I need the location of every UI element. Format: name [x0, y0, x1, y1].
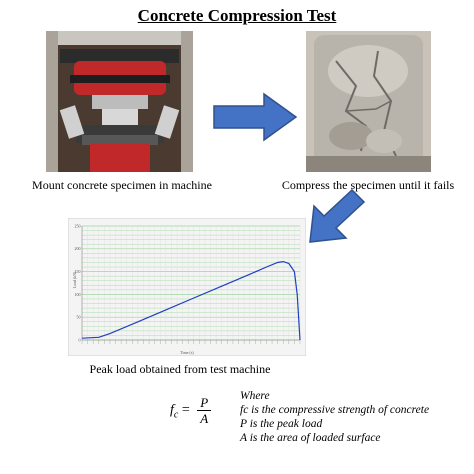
formula-numerator: P — [197, 395, 211, 411]
y-tick-label: 50 — [76, 314, 81, 320]
definition-where: Where — [240, 390, 270, 402]
formula-equals: = — [181, 402, 190, 418]
down-left-arrow-icon — [304, 188, 366, 244]
x-axis-label: Time (s) — [180, 350, 194, 355]
y-tick-label: 250 — [74, 223, 81, 229]
y-tick-label: 100 — [74, 291, 81, 297]
definitions-list — [240, 389, 429, 445]
formula-lhs: f — [170, 402, 174, 418]
failed-specimen-photo — [306, 31, 431, 172]
y-tick-label: 150 — [74, 269, 81, 274]
y-axis-label: Load (kN) — [72, 271, 77, 289]
machine-photo — [46, 31, 193, 172]
definition-fc: fc is the compressive strength of concrete — [240, 404, 430, 416]
right-arrow-icon — [212, 92, 298, 142]
formula-lhs-subscript: c — [173, 409, 179, 421]
formula-fraction — [197, 395, 211, 426]
definition-p: P is the peak load — [240, 418, 323, 430]
caption-mount-specimen: Mount concrete specimen in machine — [32, 178, 212, 192]
strength-formula — [170, 395, 211, 426]
caption-compress-specimen: Compress the specimen until it fails — [281, 178, 455, 192]
definition-a: A is the area of loaded surface — [240, 432, 381, 444]
formula-denominator: A — [200, 411, 209, 426]
caption-peak-load: Peak load obtained from test machine — [89, 362, 271, 376]
page-title: Concrete Compression Test — [137, 6, 337, 25]
y-tick-label: 0 — [78, 337, 81, 343]
y-tick-label: 200 — [74, 246, 81, 252]
load-time-chart — [68, 218, 306, 356]
